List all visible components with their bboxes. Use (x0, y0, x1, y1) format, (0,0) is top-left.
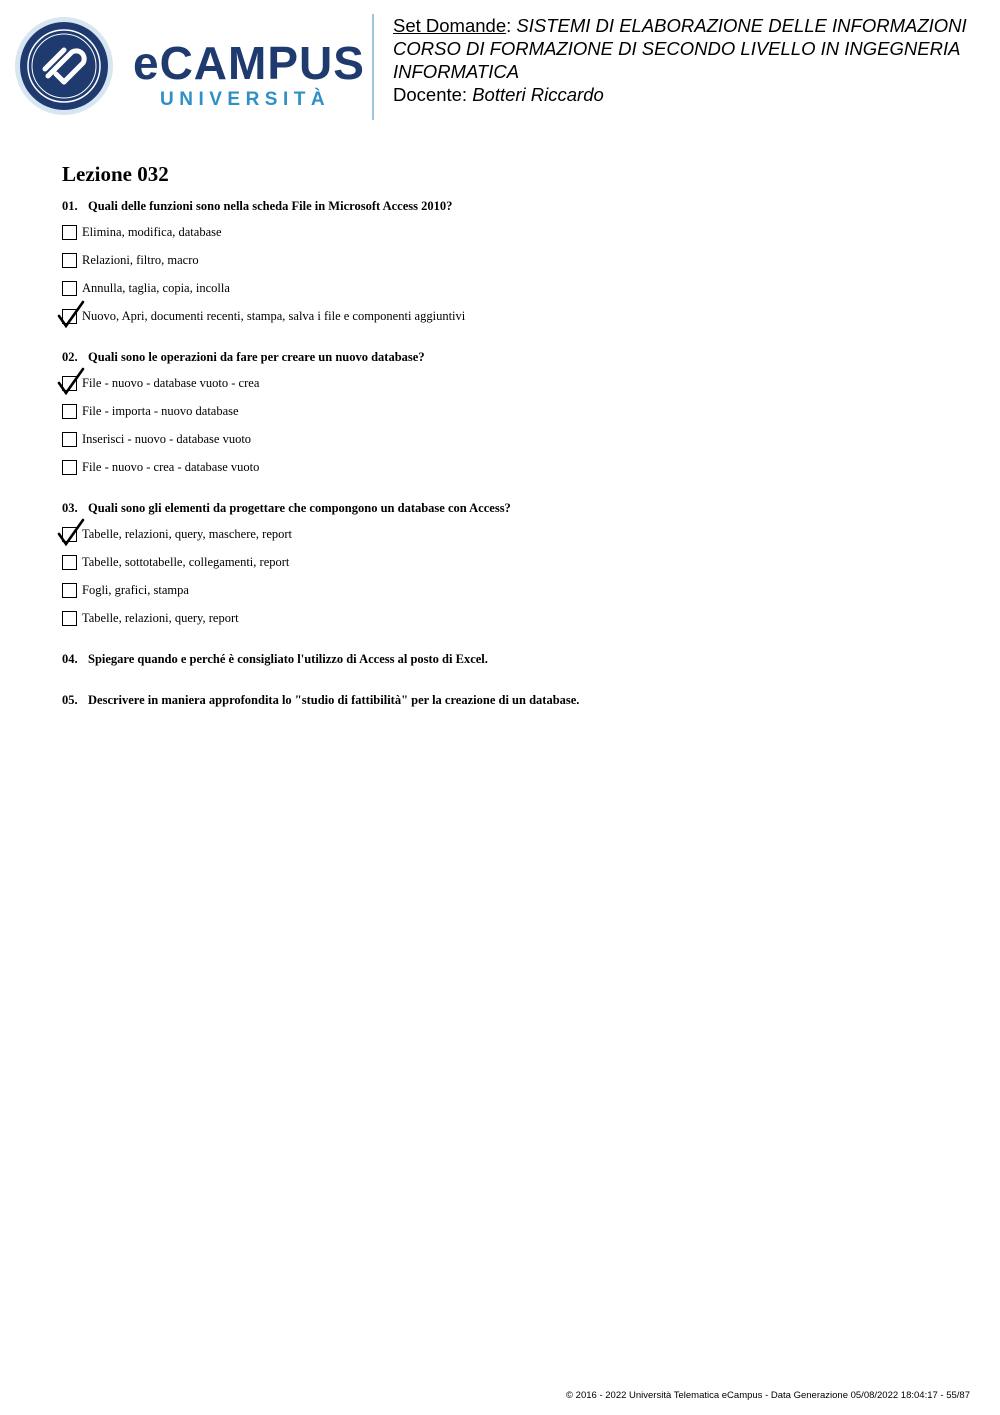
ecampus-wordmark (133, 37, 365, 111)
checkmark-icon (57, 300, 85, 328)
page-header (0, 0, 1000, 130)
answer-option[interactable] (62, 453, 962, 481)
answer-option[interactable] (62, 218, 962, 246)
header-info: Set Domande: SISTEMI DI ELABORAZIONE DELLE INFORMAZIONI CORSO DI FORMAZIONE DI SECONDO LIVELLO IN INGEGNERIA INFORMATICA Docente: Botteri Riccardo (393, 15, 967, 105)
answer-option[interactable] (62, 520, 962, 548)
checkbox[interactable] (62, 527, 77, 542)
course-title: CORSO DI FORMAZIONE DI SECONDO LIVELLO IN INGEGNERIA INFORMATICA (393, 38, 960, 82)
answer-option[interactable] (62, 274, 962, 302)
answer-option-label: File - importa - nuovo database (82, 403, 239, 418)
question-number: 04. (62, 652, 78, 666)
question-label: Descrivere in maniera approfondita lo "studio di fattibilità" per la creazione di un database. (88, 693, 580, 707)
answer-option[interactable] (62, 302, 962, 330)
checkbox[interactable] (62, 225, 77, 240)
logo-subtitle: UNIVERSITÀ (160, 89, 331, 110)
question-block (62, 199, 962, 330)
answer-option[interactable] (62, 576, 962, 604)
question-text (62, 350, 962, 365)
question-text (62, 199, 962, 214)
header-divider (372, 14, 374, 120)
checkmark-icon (57, 367, 85, 395)
checkbox[interactable] (62, 281, 77, 296)
question-number: 05. (62, 693, 78, 707)
checkbox[interactable] (62, 432, 77, 447)
checkbox[interactable] (62, 583, 77, 598)
answer-option-label: Elimina, modifica, database (82, 224, 222, 239)
question-number: 02. (62, 350, 78, 364)
checkbox[interactable] (62, 404, 77, 419)
question-label: Quali sono le operazioni da fare per creare un nuovo database? (88, 350, 425, 364)
answer-option-label: Inserisci - nuovo - database vuoto (82, 431, 252, 446)
question-list (62, 199, 962, 632)
lesson-title: Lezione 032 (62, 162, 169, 186)
answer-option[interactable] (62, 425, 962, 453)
question-label: Quali delle funzioni sono nella scheda File in Microsoft Access 2010? (88, 199, 453, 213)
ecampus-seal-logo (14, 16, 114, 116)
question-label: Quali sono gli elementi da progettare che compongono un database con Access? (88, 501, 511, 515)
checkbox[interactable] (62, 253, 77, 268)
checkbox[interactable] (62, 555, 77, 570)
answer-option[interactable] (62, 369, 962, 397)
answer-option-label: Nuovo, Apri, documenti recenti, stampa, salva i file e componenti aggiuntivi (82, 308, 466, 323)
answer-option[interactable] (62, 397, 962, 425)
set-label: Set Domande (393, 15, 507, 36)
answer-option-label: Tabelle, sottotabelle, collegamenti, report (82, 554, 290, 569)
logo-brand: eCAMPUS (133, 37, 365, 89)
question-block (62, 501, 962, 632)
answer-option-label: Tabelle, relazioni, query, report (82, 610, 239, 625)
teacher-label: Docente: (393, 84, 468, 105)
answer-option[interactable] (62, 604, 962, 632)
answer-option-label: Relazioni, filtro, macro (82, 252, 199, 267)
answer-option-label: File - nuovo - crea - database vuoto (82, 459, 260, 474)
question-number: 03. (62, 501, 78, 515)
page-footer: © 2016 - 2022 Università Telematica eCampus - Data Generazione 05/08/2022 18:04:17 - 55/87 (566, 1390, 970, 1401)
main-content (62, 162, 962, 734)
question-label: Spiegare quando e perché è consigliato l'utilizzo di Access al posto di Excel. (88, 652, 488, 666)
answer-option-label: Annulla, taglia, copia, incolla (82, 280, 230, 295)
answer-option-label: File - nuovo - database vuoto - crea (82, 375, 260, 390)
set-title: SISTEMI DI ELABORAZIONE DELLE INFORMAZIONI (516, 15, 967, 36)
checkbox[interactable] (62, 460, 77, 475)
answer-option-label: Fogli, grafici, stampa (82, 582, 189, 597)
answer-option[interactable] (62, 246, 962, 274)
answer-option[interactable] (62, 548, 962, 576)
checkbox[interactable] (62, 309, 77, 324)
open-question (62, 693, 962, 708)
checkmark-icon (57, 518, 85, 546)
checkbox[interactable] (62, 611, 77, 626)
open-question (62, 652, 962, 667)
answer-option-label: Tabelle, relazioni, query, maschere, report (82, 526, 293, 541)
open-question-list (62, 652, 962, 708)
question-block (62, 350, 962, 481)
question-number: 01. (62, 199, 78, 213)
checkbox[interactable] (62, 376, 77, 391)
teacher-name: Botteri Riccardo (472, 84, 604, 105)
question-text (62, 501, 962, 516)
